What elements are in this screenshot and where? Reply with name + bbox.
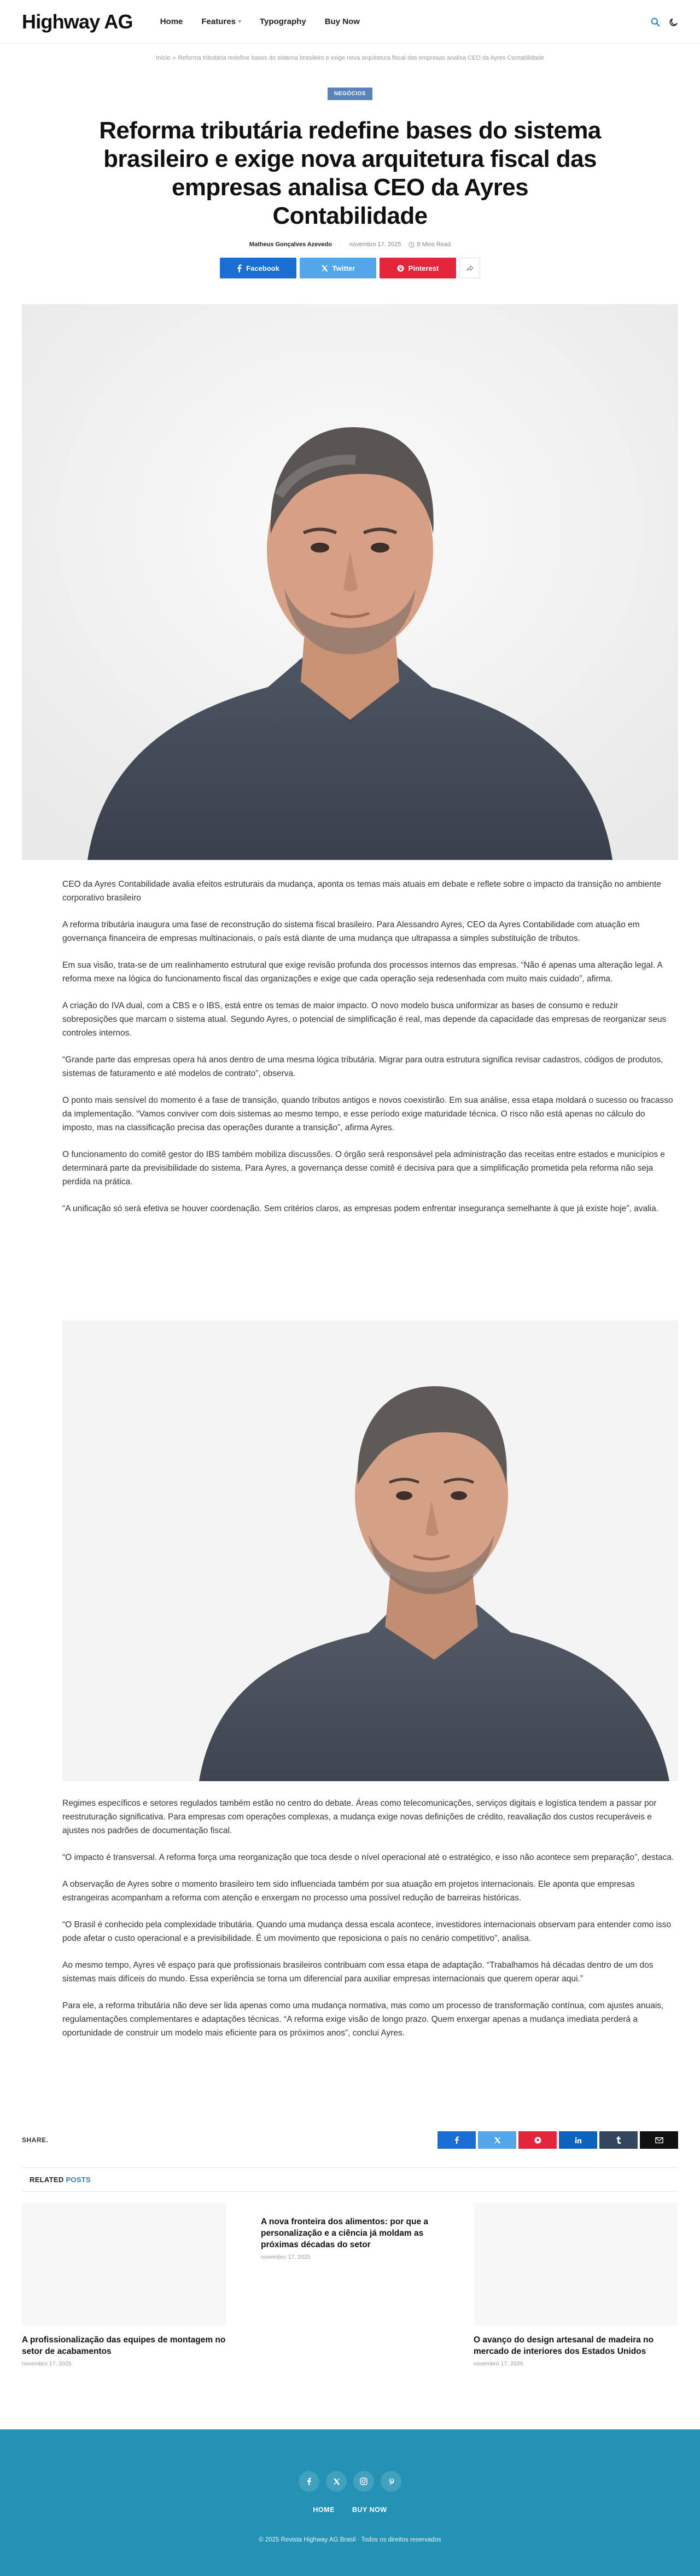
article-paragraph: O ponto mais sensível do momento é a fase de transição, quando tributos antigos e novos coexistirão. Em sua análise, essa etapa moldará o sucesso ou fracasso da implementação. “Vamos conviver com dois sistemas ao mesmo tempo, e esse período exige maturidade técnica. O risco não está apenas no cálculo do imposto, mas na classificação precisa das operações durante a transição”, afirma Ayres. xyxy=(62,1096,673,1132)
read-time-label: 8 Mins Read xyxy=(417,241,451,248)
portrait-photo-2 xyxy=(62,1321,678,1781)
breadcrumb xyxy=(0,55,700,61)
article-paragraph: A reforma tributária inaugura uma fase de reconstrução do sistema fiscal brasileiro. Para Alessandro Ayres, CEO da Ayres Contabilidade com atuação em governança financeira de empresas multinacionais, o país está diante de uma mudança que ultrapassa a simples substituição de tributos. xyxy=(62,920,640,943)
share-pinterest-button[interactable] xyxy=(518,2131,557,2149)
related-post-thumbnail[interactable] xyxy=(22,2203,226,2325)
share-facebook-button[interactable] xyxy=(438,2131,476,2149)
related-posts-grid xyxy=(22,2203,678,2367)
share-twitter-button[interactable] xyxy=(478,2131,516,2149)
article-paragraph: “A unificação só será efetiva se houver coordenação. Sem critérios claros, as empresas podem enfrentar insegurança semelhante à que já existe hoje”, avalia. xyxy=(62,1204,658,1213)
footer-twitter-link[interactable] xyxy=(326,2471,347,2492)
inline-image xyxy=(62,1321,678,1781)
article-paragraph: A observação de Ayres sobre o momento brasileiro tem sido influenciada também por sua atuação em projetos internacionais. Ele aponta que empresas estrangeiras acompanham a reforma com atenção e enxergam no processo uma possível redução de barreiras históricas. xyxy=(62,1880,635,1903)
related-post-title[interactable]: A nova fronteira dos alimentos: por que a personalização e a ciência já moldam as próximas décadas do setor xyxy=(261,2217,429,2249)
nav-item-home[interactable] xyxy=(160,17,183,26)
nav-item-features[interactable] xyxy=(201,17,241,26)
share-icons xyxy=(438,2131,678,2149)
nav-item-buy-now[interactable] xyxy=(325,17,360,26)
facebook-icon xyxy=(307,2478,311,2485)
footer-facebook-link[interactable] xyxy=(299,2471,319,2492)
share-twitter-label: Twitter xyxy=(332,264,355,272)
meta-separator: · xyxy=(339,241,342,248)
instagram-icon xyxy=(360,2478,368,2485)
nav-item-label: Home xyxy=(160,17,183,26)
article-date: novembro 17, 2025 xyxy=(349,241,401,248)
footer-social-links xyxy=(0,2471,700,2492)
pinterest-icon xyxy=(397,265,404,272)
portrait-photo xyxy=(22,304,678,860)
email-icon xyxy=(655,2137,663,2143)
tumblr-icon xyxy=(616,2136,621,2144)
footer-nav-buy-now[interactable]: BUY NOW xyxy=(352,2506,387,2514)
breadcrumb-home[interactable]: Início xyxy=(156,55,171,61)
header-actions xyxy=(651,0,678,44)
site-logo[interactable]: Highway AG xyxy=(22,10,133,33)
related-posts-heading xyxy=(22,2167,678,2192)
site-footer xyxy=(0,2429,700,2576)
dark-mode-icon[interactable] xyxy=(669,18,678,27)
linkedin-icon xyxy=(575,2137,582,2144)
footer-nav xyxy=(0,2506,700,2514)
article-paragraph: “O impacto é transversal. A reforma força uma reorganização que toca desde o nível operacional até o estratégico, e isso não acontece sem preparação”, destaca. xyxy=(62,1853,674,1862)
read-time xyxy=(409,241,451,248)
article-paragraph: O funcionamento do comitê gestor do IBS também mobiliza discussões. O órgão será responsável pela administração das receitas entre estados e municípios e determinará parte da previsibilidade do sistema. Para Ayres, a governança desse comitê é decisiva para que a simplificação prometida pela reforma não seja perdida na prática. xyxy=(62,1150,665,1187)
breadcrumb-separator: » xyxy=(172,55,176,61)
related-label: RELATED xyxy=(30,2176,64,2184)
article-paragraph: Para ele, a reforma tributária não deve ser lida apenas como uma mudança normativa, mas como um processo de transformação contínua, com ajustes anuais, regulamentações complementares e adaptações técnicas. “A reforma exige visão de longo prazo. Quem enxergar apenas a mudança imediata perderá a oportunidade de construir um modelo mais eficiente para os próximos anos”, conclui Ayres. xyxy=(62,2001,664,2038)
share-bar-bottom xyxy=(22,2131,678,2149)
article-paragraph: Regimes específicos e setores regulados também estão no centro do debate. Áreas como telecomunicações, serviços digitais e logística tendem a passar por reestruturação significativa. Para empresas com operações complexas, a mudança exige novas definições de crédito, reavaliação dos custos recuperáveis e ajustes nos padrões de documentação fiscal. xyxy=(62,1799,657,1835)
related-label-highlight: POSTS xyxy=(66,2176,91,2184)
share-buttons-top xyxy=(0,258,700,278)
footer-copyright: © 2025 Revista Highway AG Brasil · Todos os direitos reservados xyxy=(259,2537,441,2543)
clock-icon xyxy=(409,242,415,248)
footer-nav-home[interactable]: HOME xyxy=(313,2506,335,2514)
facebook-icon xyxy=(454,2136,459,2144)
share-email-button[interactable] xyxy=(640,2131,678,2149)
nav-item-label: Features xyxy=(201,17,236,26)
share-more-button[interactable] xyxy=(459,258,480,278)
related-post-date: novembro 17, 2025 xyxy=(474,2360,523,2367)
chevron-down-icon: ▾ xyxy=(238,19,241,25)
twitter-icon xyxy=(333,2478,340,2485)
search-icon[interactable] xyxy=(651,18,660,27)
nav-item-label: Buy Now xyxy=(324,17,360,26)
footer-pinterest-link[interactable] xyxy=(381,2471,401,2492)
related-posts xyxy=(22,2167,678,2367)
article-paragraph: Ao mesmo tempo, Ayres vê espaço para que profissionais brasileiros contribuam com essa etapa de adaptação. “Trabalhamos há décadas dentro de um dos sistemas mais difíceis do mundo. Essa experiência se torna um diferencial para auxiliar empresas internacionais que querem operar aqui.” xyxy=(62,1961,654,1984)
share-facebook-label: Facebook xyxy=(246,264,279,272)
article-body-part-2 xyxy=(62,1796,675,2053)
related-post-title[interactable]: O avanço do design artesanal de madeira no mercado de interiores dos Estados Unidos xyxy=(474,2335,654,2356)
main-nav xyxy=(160,17,360,26)
nav-item-typography[interactable] xyxy=(260,17,306,26)
related-post-thumbnail xyxy=(248,2203,452,2216)
related-post-title[interactable]: A profissionalização das equipes de montagem no setor de acabamentos xyxy=(22,2335,226,2356)
article-meta xyxy=(0,241,700,248)
category-badge[interactable]: NEGÓCIOS xyxy=(328,88,372,100)
share-facebook-button[interactable] xyxy=(220,258,296,278)
pinterest-icon xyxy=(534,2137,541,2144)
related-post-card[interactable] xyxy=(248,2203,452,2367)
twitter-icon xyxy=(321,265,328,272)
article-title: Reforma tributária redefine bases do sistema brasileiro e exige nova arquitetura fiscal das empresas analisa CEO da Ayres Contabilidade xyxy=(99,117,601,229)
article-paragraph: CEO da Ayres Contabilidade avalia efeitos estruturais da mudança, aponta os temas mais atuais em debate e reflete sobre o impacto da transição no ambiente corporativo brasileiro xyxy=(62,880,661,903)
related-post-thumbnail[interactable] xyxy=(474,2203,678,2325)
article-paragraph: “O Brasil é conhecido pela complexidade tributária. Quando uma mudança dessa escala acontece, investidores internacionais observam para entender como isso pode afetar o custo operacional e a previsibilidade. É um movimento que reposiciona o país no cenário competitivo”, analisa. xyxy=(62,1920,672,1943)
share-linkedin-button[interactable] xyxy=(559,2131,597,2149)
author-link[interactable]: Matheus Gonçalves Azevedo xyxy=(249,241,332,248)
article-paragraph: Em sua visão, trata-se de um realinhamento estrutural que exige revisão profunda dos processos internos das empresas. “Não é apenas uma alteração legal. A reforma mexe na lógica do funcionamento fiscal das organizações e exige que cada operação seja redesenhada com muito mais cuidado”, afirma. xyxy=(62,961,662,984)
share-pinterest-button[interactable] xyxy=(380,258,456,278)
nav-item-label: Typography xyxy=(259,17,306,26)
share-tumblr-button[interactable] xyxy=(599,2131,638,2149)
hero-image xyxy=(22,304,678,860)
pinterest-icon xyxy=(388,2478,395,2485)
related-post-card[interactable] xyxy=(22,2203,226,2367)
article-paragraph: “Grande parte das empresas opera há anos dentro de uma mesma lógica tributária. Migrar para outra estrutura significa revisar cadastros, códigos de produtos, sistemas de faturamento e até modelos de contrato”, observa. xyxy=(62,1055,663,1078)
share-pinterest-label: Pinterest xyxy=(408,264,439,272)
share-label: SHARE. xyxy=(22,2136,49,2144)
footer-instagram-link[interactable] xyxy=(353,2471,374,2492)
related-post-date: novembro 17, 2025 xyxy=(261,2254,311,2260)
facebook-icon xyxy=(237,264,242,272)
share-twitter-button[interactable] xyxy=(300,258,376,278)
twitter-icon xyxy=(494,2137,501,2144)
related-post-date: novembro 17, 2025 xyxy=(22,2360,72,2367)
breadcrumb-current: Reforma tributária redefine bases do sistema brasileiro e exige nova arquitetura fiscal das empresas analisa CEO da Ayres Contabilidade xyxy=(178,55,544,61)
article-paragraph: A criação do IVA dual, com a CBS e o IBS, está entre os temas de maior impacto. O novo modelo busca uniformizar as bases de consumo e reduzir sobreposições que marcam o sistema atual. Segundo Ayres, o potencial de simplificação é real, mas depende da capacidade das empresas de reorganizar seus controles internos. xyxy=(62,1001,667,1038)
site-header xyxy=(0,0,700,44)
share-icon xyxy=(466,265,474,272)
related-post-card[interactable] xyxy=(474,2203,678,2367)
article-body-part-1 xyxy=(62,877,675,1229)
